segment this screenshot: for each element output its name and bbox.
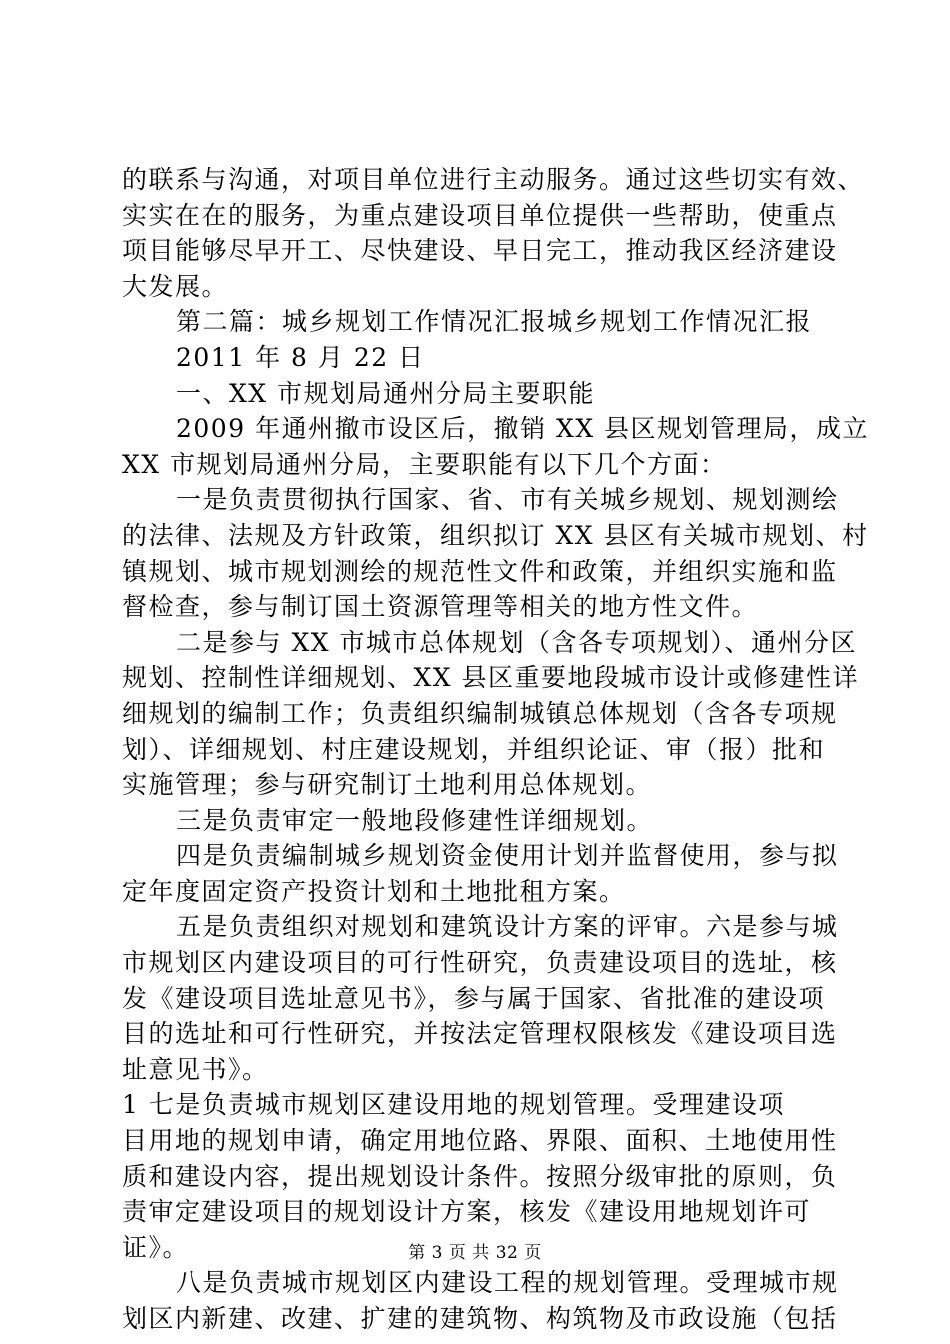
document-line: 责审定建设项目的规划设计方案，核发《建设用地规划许可 — [122, 1197, 812, 1227]
document-line: 督检查，参与制订国土资源管理等相关的地方性文件。 — [122, 592, 759, 622]
document-line: 定年度固定资产投资计划和土地批租方案。 — [122, 876, 626, 906]
document-line: 镇规划、城市规划测绘的规范性文件和政策，并组织实施和监 — [122, 556, 838, 586]
document-line: XX 市规划局通州分局，主要职能有以下几个方面： — [122, 449, 727, 479]
document-line: 大发展。 — [122, 271, 229, 301]
document-line: 的法律、法规及方针政策，组织拟订 XX 县区有关城市规划、村 — [122, 520, 869, 550]
document-line: 八是负责城市规划区内建设工程的规划管理。受理城市规 — [176, 1268, 839, 1298]
document-line: 细规划的编制工作；负责组织编制城镇总体规划（含各专项规 — [122, 698, 838, 728]
document-line: 目的选址和可行性研究，并按法定管理权限核发《建设项目选 — [122, 1019, 838, 1049]
document-line: 址意见书》。 — [122, 1054, 269, 1084]
document-line: 目用地的规划申请，确定用地位路、界限、面积、土地使用性 — [122, 1126, 838, 1156]
document-line: 市规划区内建设项目的可行性研究，负责建设项目的选址，核 — [122, 948, 838, 978]
document-line: 的联系与沟通，对项目单位进行主动服务。通过这些切实有效、 — [122, 165, 865, 194]
document-line: 项目能够尽早开工、尽快建设、早日完工，推动我区经济建设 — [122, 236, 838, 266]
document-line: 划）、详细规划、村庄建设规划，并组织论证、审（报）批和 — [122, 734, 826, 764]
document-line: 质和建设内容，提出规划设计条件。按照分级审批的原则，负 — [122, 1161, 838, 1191]
document-line: 1 七是负责城市规划区建设用地的规划管理。受理建设项 — [122, 1090, 785, 1120]
document-line: 划区内新建、改建、扩建的建筑物、构筑物及市政设施（包括 — [122, 1304, 838, 1333]
document-line: 四是负责编制城乡规划资金使用计划并监督使用，参与拟 — [176, 841, 839, 871]
document-line: 实施管理；参与研究制订土地利用总体规划。 — [122, 770, 653, 800]
page-footer: 第 3 页 共 32 页 — [408, 1243, 542, 1263]
document-line: 2011 年 8 月 22 日 — [176, 342, 425, 372]
document-line: 五是负责组织对规划和建筑设计方案的评审。六是参与城 — [176, 912, 839, 942]
document-line: 一、XX 市规划局通州分局主要职能 — [176, 378, 596, 408]
document-line: 一是负责贯彻执行国家、省、市有关城乡规划、规划测绘 — [176, 485, 839, 515]
document-line: 实实在在的服务，为重点建设项目单位提供一些帮助，使重点 — [122, 200, 838, 230]
document-line: 三是负责审定一般地段修建性详细规划。 — [176, 805, 654, 835]
document-line: 2009 年通州撤市设区后，撤销 XX 县区规划管理局，成立 — [176, 414, 870, 444]
document-line: 二是参与 XX 市城市总体规划（含各专项规划）、通州分区 — [176, 627, 857, 657]
document-line: 第二篇：城乡规划工作情况汇报城乡规划工作情况汇报 — [176, 307, 813, 337]
document-body — [122, 162, 870, 1337]
document-line: 规划、控制性详细规划、XX 县区重要地段城市设计或修建性详 — [122, 663, 860, 693]
document-line: 发《建设项目选址意见书》，参与属于国家、省批准的建设项 — [122, 983, 826, 1013]
document-line: 证》。 — [122, 1232, 190, 1262]
